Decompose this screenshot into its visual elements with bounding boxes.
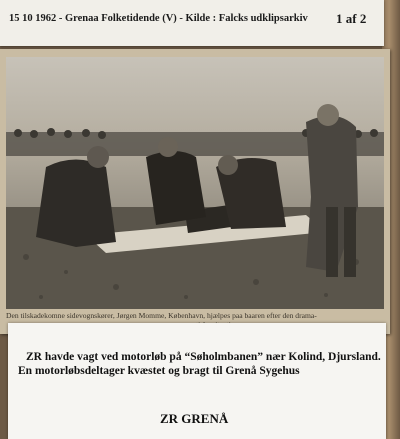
note-line-2: En motorløbsdeltager kvæstet og bragt til Grenå Sygehus	[18, 365, 300, 377]
news-photo	[6, 57, 384, 309]
archive-note	[8, 323, 386, 439]
caption-line-1: Den tilskadekomne sidevognskører, Jørgen Momme, København, hjælpes paa baaren efter den drama-	[6, 311, 317, 320]
newspaper-clipping	[0, 49, 390, 334]
note-signature: ZR GRENÅ	[160, 411, 229, 426]
archive-header	[0, 0, 384, 46]
note-line-1: ZR havde vagt ved motorløb på “Søholmbanen” nær Kolind, Djursland.	[26, 351, 381, 363]
rescue-scene-photo	[6, 57, 384, 309]
page-indicator: 1 af 2	[336, 11, 367, 26]
source-line: 15 10 1962 - Grenaa Folketidende (V) - Kilde : Falcks udklipsarkiv	[9, 13, 308, 24]
